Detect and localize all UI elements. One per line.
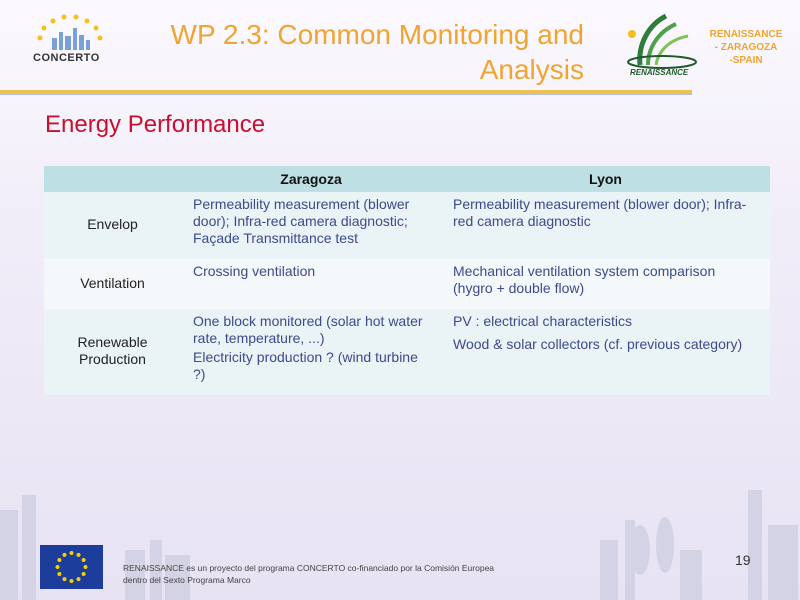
eu-star-icon [63, 553, 67, 557]
ren-side-line-1: RENAISSANCE [709, 29, 783, 40]
eu-star-icon [57, 558, 61, 562]
eu-star-icon [82, 572, 86, 576]
cell-text: One block monitored (solar hot water rate, temperature, ...) [193, 313, 423, 346]
renaissance-caption: RENAISSANCE [630, 68, 689, 77]
cell-zaragoza-envelop [181, 192, 441, 259]
cell-text: Crossing ventilation [193, 263, 316, 279]
cell-text: Electricity production ? (wind turbine ?) [193, 349, 418, 382]
footer-line-2: dentro del Sexto Programa Marco [123, 575, 251, 585]
renaissance-side-label [703, 28, 789, 67]
eu-star-icon [56, 565, 60, 569]
energy-performance-table [44, 166, 770, 395]
table-row [44, 309, 770, 395]
eu-star-icon [82, 558, 86, 562]
section-title: Energy Performance [45, 111, 266, 138]
ren-side-line-2: - ZARAGOZA [714, 42, 778, 53]
row-label-ventilation: Ventilation [44, 259, 181, 309]
cell-text: Permeability measurement (blower door); Infra-red camera diagnostic [453, 196, 747, 229]
concerto-label: CONCERTO [33, 52, 100, 64]
cell-zaragoza-renewable [181, 309, 441, 395]
table-row [44, 259, 770, 309]
eu-star-icon [70, 551, 74, 555]
title-line-1: WP 2.3: Common Monitoring and [170, 19, 584, 50]
table-row [44, 192, 770, 259]
footer-line-1: RENAISSANCE es un proyecto del programa CONCERTO co-financiado por la Comisión Europea [123, 563, 495, 573]
eu-star-icon [63, 577, 67, 581]
cell-text: Permeability measurement (blower door); Infra-red camera diagnostic; Façade Transmittance test [193, 196, 410, 246]
cell-zaragoza-ventilation [181, 259, 441, 309]
header-cell-zaragoza: Zaragoza [181, 166, 441, 192]
eu-star-icon [77, 577, 81, 581]
cell-lyon-renewable [441, 309, 770, 395]
title-line-2: Analysis [479, 54, 584, 85]
header-rule-thin [0, 94, 692, 95]
table-header-row [44, 166, 770, 192]
eu-star-icon [70, 579, 74, 583]
cell-text: Mechanical ventilation system comparison (hygro + double flow) [453, 263, 716, 296]
page-number: 19 [735, 552, 751, 568]
cell-text: PV : electrical characteristics [453, 313, 632, 329]
eu-flag-icon [40, 545, 103, 589]
eu-star-icon [77, 553, 81, 557]
eu-star-icon [57, 572, 61, 576]
header-cell-empty [44, 166, 181, 192]
page-title [114, 17, 584, 87]
row-label-renewable-production: Renewable Production [44, 309, 181, 395]
cell-text: Wood & solar collectors (cf. previous category) [453, 336, 743, 352]
row-label-envelop: Envelop [44, 192, 181, 259]
cell-lyon-ventilation [441, 259, 770, 309]
cell-lyon-envelop [441, 192, 770, 259]
ren-side-line-3: -SPAIN [729, 55, 763, 66]
header-cell-lyon: Lyon [441, 166, 770, 192]
eu-star-icon [84, 565, 88, 569]
footer-text [123, 562, 603, 586]
